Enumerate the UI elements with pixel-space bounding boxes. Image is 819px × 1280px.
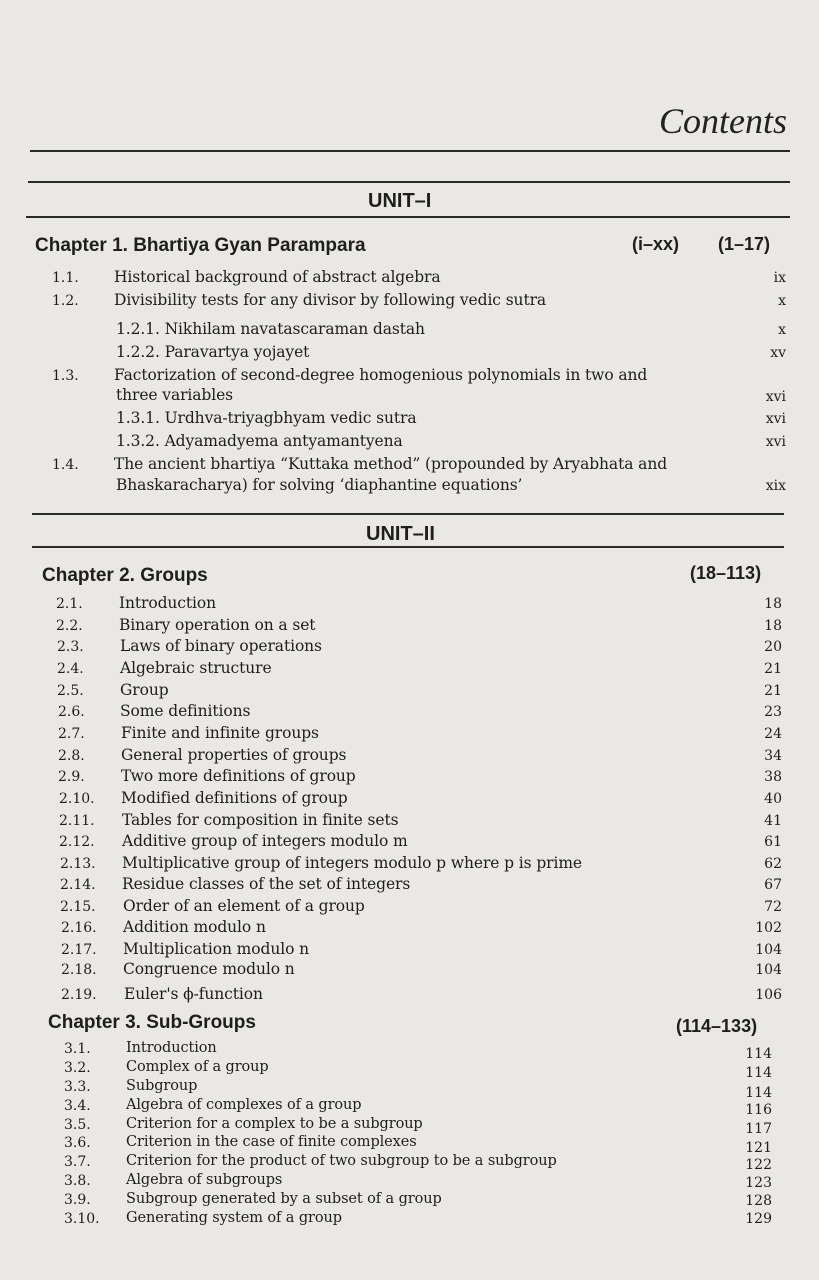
entry-title: Some definitions (120, 702, 251, 720)
entry-number: 2.1. (56, 596, 83, 612)
entry-number: 3.1. (64, 1041, 91, 1057)
entry-page: 102 (755, 920, 782, 936)
entry-number: 1.2. (52, 293, 79, 309)
entry-title: General properties of groups (121, 746, 347, 764)
entry-number: 3.4. (64, 1098, 91, 1114)
entry-number: 2.5. (57, 683, 84, 699)
entry-page: 21 (764, 683, 782, 699)
entry-page: ix (773, 270, 786, 286)
chapter-2-title: Chapter 2. Groups (42, 565, 208, 586)
entry-title-cont: Bhaskaracharya) for solving ‘diaphantine equations’ (116, 476, 523, 494)
chapter-1-pages: (1–17) (718, 234, 771, 254)
entry-number: 1.1. (52, 270, 79, 286)
entry-title: Residue classes of the set of integers (122, 875, 411, 893)
header-rule-1 (30, 150, 790, 152)
entry-page: 104 (755, 962, 782, 978)
entry-title: Criterion for the product of two subgroup to be a subgroup (126, 1153, 557, 1169)
chapter-1-roman-pages: (i–xx) (632, 234, 680, 254)
entry-page: 18 (764, 618, 782, 634)
entry-page: 114 (745, 1046, 772, 1062)
chapter-3-pages: (114–133) (676, 1016, 758, 1036)
entry-page: 23 (764, 704, 782, 720)
unit-2-rule (32, 546, 784, 548)
entry-page: 122 (745, 1157, 772, 1173)
entry-page: 72 (764, 899, 782, 915)
entry-title: Generating system of a group (126, 1210, 342, 1226)
entry-page: 121 (745, 1140, 772, 1156)
entry-number: 1.4. (52, 457, 79, 473)
entry-title: Algebra of subgroups (126, 1172, 283, 1188)
entry-page: 128 (745, 1193, 772, 1209)
entry-number: 2.6. (58, 704, 85, 720)
entry-number: 2.13. (60, 856, 96, 872)
entry-title: Additive group of integers modulo m (122, 832, 408, 850)
unit-1-heading: UNIT–I (368, 190, 432, 212)
entry-title: Euler's ϕ-function (124, 985, 263, 1003)
page-title: Contents (658, 101, 787, 141)
entry-page: 67 (764, 877, 782, 893)
entry-number: 3.3. (64, 1079, 91, 1095)
entry-title: Multiplication modulo n (123, 940, 310, 958)
entry-title: Divisibility tests for any divisor by following vedic sutra (114, 291, 547, 309)
entry-number: 2.17. (61, 942, 97, 958)
entry-page: 41 (764, 813, 782, 829)
entry-number: 2.11. (59, 813, 95, 829)
entry-page: xix (765, 478, 786, 494)
entry-page: 117 (745, 1121, 772, 1137)
entry-title: 1.2.2. Paravartya yojayet (116, 343, 310, 361)
entry-title: Introduction (119, 594, 216, 612)
entry-number: 1.3. (52, 368, 79, 384)
entry-title: Subgroup generated by a subset of a group (126, 1191, 442, 1207)
entry-title: 1.2.1. Nikhilam navatascaraman dastah (116, 320, 425, 338)
entry-title: Complex of a group (126, 1059, 269, 1075)
entry-number: 2.9. (58, 769, 85, 785)
entry-number: 3.10. (64, 1211, 100, 1227)
entry-page: xv (770, 345, 786, 361)
entry-page: 116 (745, 1102, 772, 1118)
unit-2-heading: UNIT–II (366, 523, 435, 545)
entry-number: 2.8. (58, 748, 85, 764)
entry-number: 3.8. (64, 1173, 91, 1189)
entry-title: Laws of binary operations (120, 637, 322, 655)
entry-title: 1.3.2. Adyamadyema antyamantyena (116, 432, 403, 450)
entry-title: Order of an element of a group (123, 897, 365, 915)
header-rule-2 (28, 181, 790, 183)
entry-title: Factorization of second-degree homogenious polynomials in two and (114, 366, 648, 384)
entry-page: 104 (755, 942, 782, 958)
unit-2-top-rule (32, 513, 784, 515)
entry-title: The ancient bhartiya “Kuttaka method” (propounded by Aryabhata and (114, 455, 668, 473)
entry-page: x (778, 322, 786, 338)
entry-title: Modified definitions of group (121, 789, 348, 807)
entry-page: 21 (764, 661, 782, 677)
entry-page: 106 (755, 987, 782, 1003)
entry-title: Introduction (126, 1040, 217, 1056)
entry-page: xvi (765, 434, 786, 450)
entry-title: Binary operation on a set (119, 616, 316, 634)
unit-1-rule (26, 216, 790, 218)
entry-page: xvi (765, 389, 786, 405)
entry-number: 2.18. (61, 962, 97, 978)
entry-title: Historical background of abstract algebra (114, 268, 441, 286)
entry-title: Criterion for a complex to be a subgroup (126, 1116, 423, 1132)
entry-title: Algebraic structure (120, 659, 272, 677)
entry-page: 62 (764, 856, 782, 872)
entry-page: 123 (745, 1175, 772, 1191)
entry-title: Multiplicative group of integers modulo p where p is prime (122, 854, 582, 872)
entry-title: Subgroup (126, 1078, 198, 1094)
entry-number: 3.5. (64, 1117, 91, 1133)
chapter-2-pages: (18–113) (690, 563, 762, 583)
entry-page: x (778, 293, 786, 309)
entry-number: 3.7. (64, 1154, 91, 1170)
entry-page: 129 (745, 1211, 772, 1227)
entry-number: 2.2. (56, 618, 83, 634)
entry-page: 114 (745, 1085, 772, 1101)
entry-number: 3.2. (64, 1060, 91, 1076)
entry-number: 2.15. (60, 899, 96, 915)
entry-title: Finite and infinite groups (121, 724, 319, 742)
entry-page: 38 (764, 769, 782, 785)
entry-title: 1.3.1. Urdhva-triyagbhyam vedic sutra (116, 409, 417, 427)
entry-title: Algebra of complexes of a group (126, 1097, 362, 1113)
entry-page: 61 (764, 834, 782, 850)
entry-number: 2.14. (60, 877, 96, 893)
entry-number: 3.6. (64, 1135, 91, 1151)
entry-number: 2.16. (61, 920, 97, 936)
entry-number: 2.10. (59, 791, 95, 807)
entry-title-cont: three variables (116, 386, 234, 404)
entry-page: 24 (764, 726, 782, 742)
entry-number: 2.3. (57, 639, 84, 655)
entry-number: 2.4. (57, 661, 84, 677)
entry-title: Tables for composition in finite sets (122, 811, 399, 829)
entry-number: 2.7. (58, 726, 85, 742)
entry-page: 20 (764, 639, 782, 655)
entry-title: Two more definitions of group (121, 767, 356, 785)
entry-title: Criterion in the case of finite complexes (126, 1134, 417, 1150)
entry-title: Addition modulo n (123, 918, 266, 936)
entry-number: 3.9. (64, 1192, 91, 1208)
entry-page: 114 (745, 1065, 772, 1081)
entry-page: xvi (765, 411, 786, 427)
entry-page: 18 (764, 596, 782, 612)
entry-title: Group (120, 681, 169, 699)
chapter-3-title: Chapter 3. Sub-Groups (48, 1012, 256, 1033)
entry-page: 40 (764, 791, 782, 807)
chapter-1-title: Chapter 1. Bhartiya Gyan Parampara (35, 235, 366, 256)
entry-page: 34 (764, 748, 782, 764)
entry-title: Congruence modulo n (123, 960, 295, 978)
entry-number: 2.19. (61, 987, 97, 1003)
entry-number: 2.12. (59, 834, 95, 850)
